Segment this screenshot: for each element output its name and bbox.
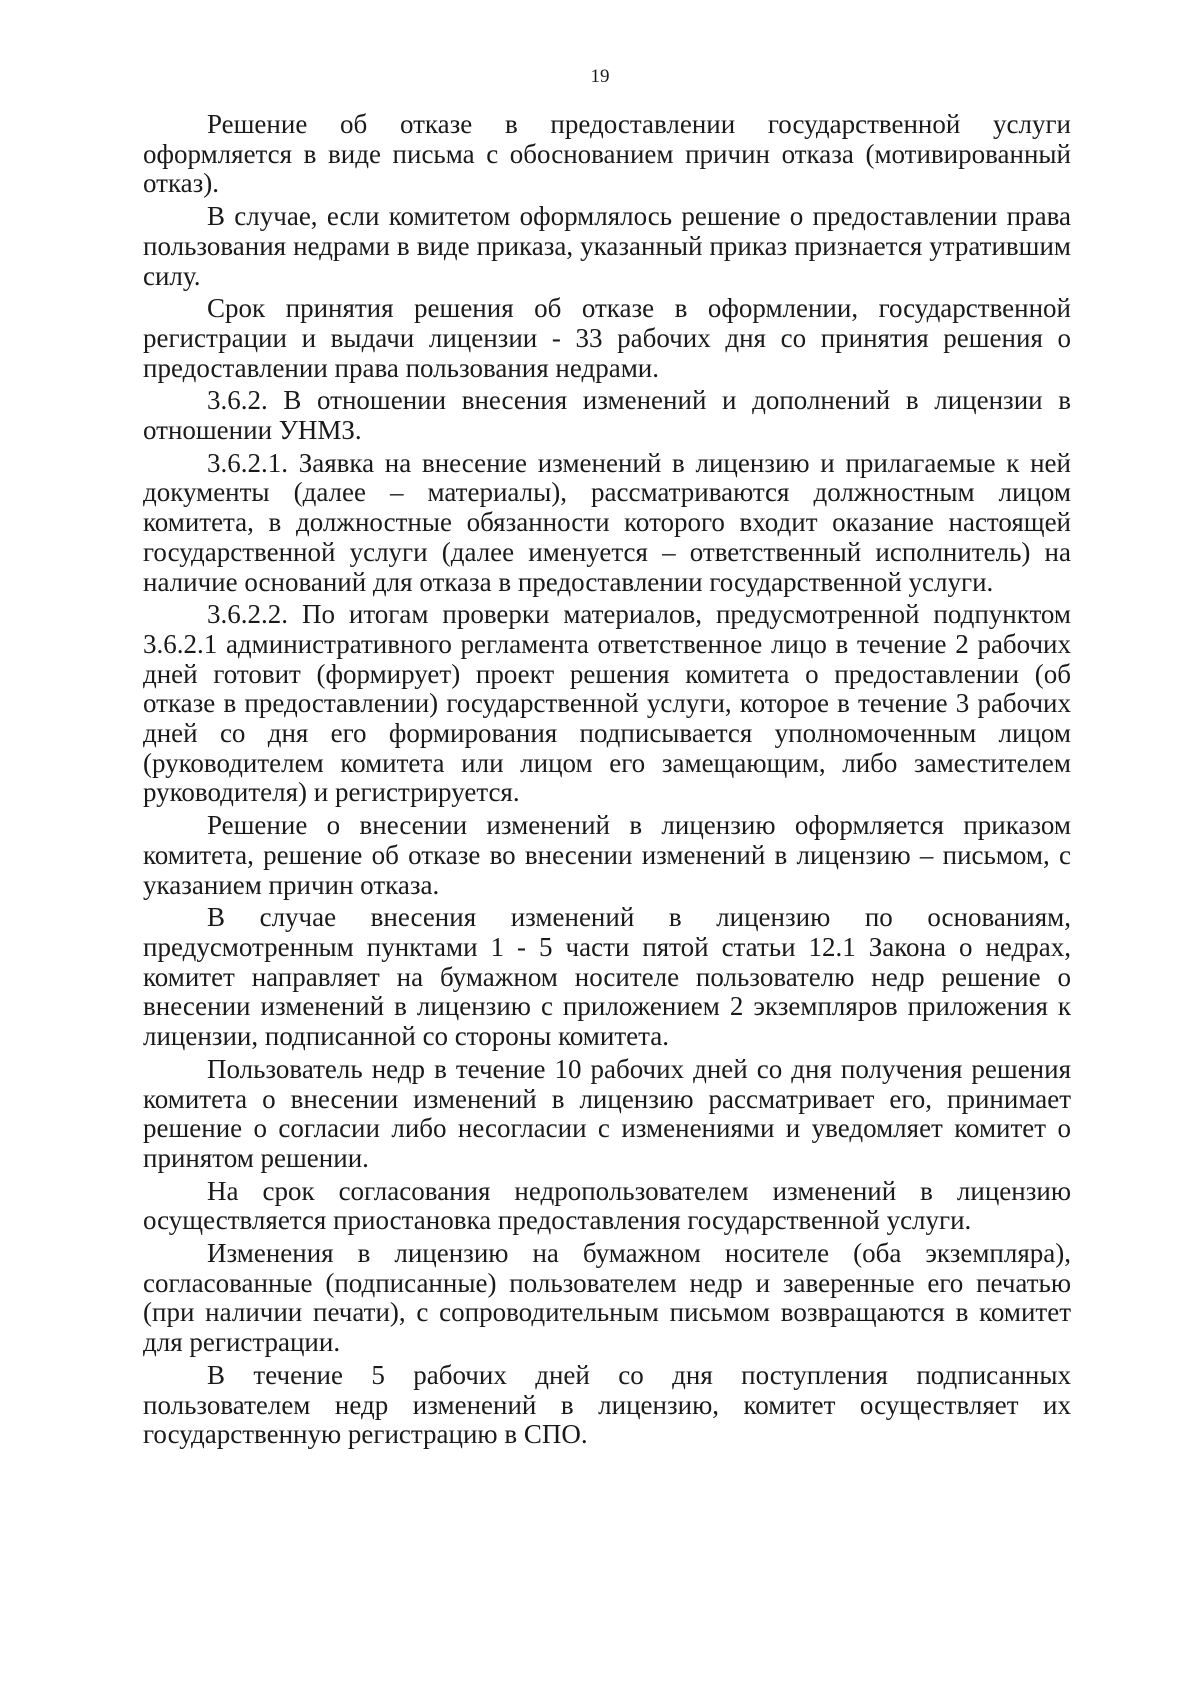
paragraph-section-3-6-2: 3.6.2. В отношении внесения изменений и дополнений в лицензии в отношении УНМЗ. bbox=[143, 385, 1071, 446]
paragraph-section-3-6-2-2: 3.6.2.2. По итогам проверки материалов, предусмотренной подпунктом 3.6.2.1 административного регламента ответственное лицо в течение 2 рабочих дней готовит (формирует) проект решения комитета о предоставлении (об отказе в предоставлении) государственной услуги, которое в течение 3 рабочих дней со дня его формирования подписывается уполномоченным лицом (руководителем комитета или лицом его замещающим, либо заместителем руководителя) и регистрируется. bbox=[143, 599, 1071, 808]
paragraph-return-for-registration: Изменения в лицензию на бумажном носителе (оба экземпляра), согласованные (подписанные) пользователем недр и заверенные его печатью (при наличии печати), с сопроводительным письмом возвращаются в комитет для регистрации. bbox=[143, 1238, 1071, 1358]
paragraph-decision-form: Решение о внесении изменений в лицензию оформляется приказом комитета, решение об отказе во внесении изменений в лицензию – письмом, с указанием причин отказа. bbox=[143, 810, 1071, 900]
paragraph-registration-deadline: В течение 5 рабочих дней со дня поступления подписанных пользователем недр изменений в лицензию, комитет осуществляет их государственную регистрацию в СПО. bbox=[143, 1359, 1071, 1450]
document-body bbox=[143, 110, 1071, 1453]
paragraph-refusal-form: Решение об отказе в предоставлении государственной услуги оформляется в виде письма с обоснованием причин отказа (мотивированный отказ). bbox=[143, 109, 1071, 199]
page-number: 19 bbox=[590, 66, 610, 87]
paragraph-section-3-6-2-1: 3.6.2.1. Заявка на внесение изменений в лицензию и прилагаемые к ней документы (далее – материалы), рассматриваются должностным лицом комитета, в должностные обязанности которого входит оказание настоящей государственной услуги (далее именуется – ответственный исполнитель) на наличие оснований для отказа в предоставлении государственной услуги. bbox=[143, 447, 1071, 597]
paragraph-suspension: На срок согласования недропользователем изменений в лицензию осуществляется приостановка предоставления государственной услуги. bbox=[143, 1175, 1071, 1236]
paragraph-refusal-deadline: Срок принятия решения об отказе в оформлении, государственной регистрации и выдачи лицензии - 33 рабочих дня со принятия решения о предоставлении права пользования недрами. bbox=[143, 293, 1071, 383]
paragraph-user-review: Пользователь недр в течение 10 рабочих дней со дня получения решения комитета о внесении изменений в лицензию рассматривает его, принимает решение о согласии либо несогласии с изменениями и уведомляет комитет о принятом решении. bbox=[143, 1053, 1071, 1173]
paragraph-paper-dispatch: В случае внесения изменений в лицензию по основаниям, предусмотренным пунктами 1 - 5 части пятой статьи 12.1 Закона о недрах, комитет направляет на бумажном носителе пользователю недр решение о внесении изменений в лицензию с приложением 2 экземпляров приложения к лицензии, подписанной со стороны комитета. bbox=[143, 902, 1071, 1052]
paragraph-order-invalidated: В случае, если комитетом оформлялось решение о предоставлении права пользования недрами в виде приказа, указанный приказ признается утратившим силу. bbox=[143, 201, 1071, 291]
